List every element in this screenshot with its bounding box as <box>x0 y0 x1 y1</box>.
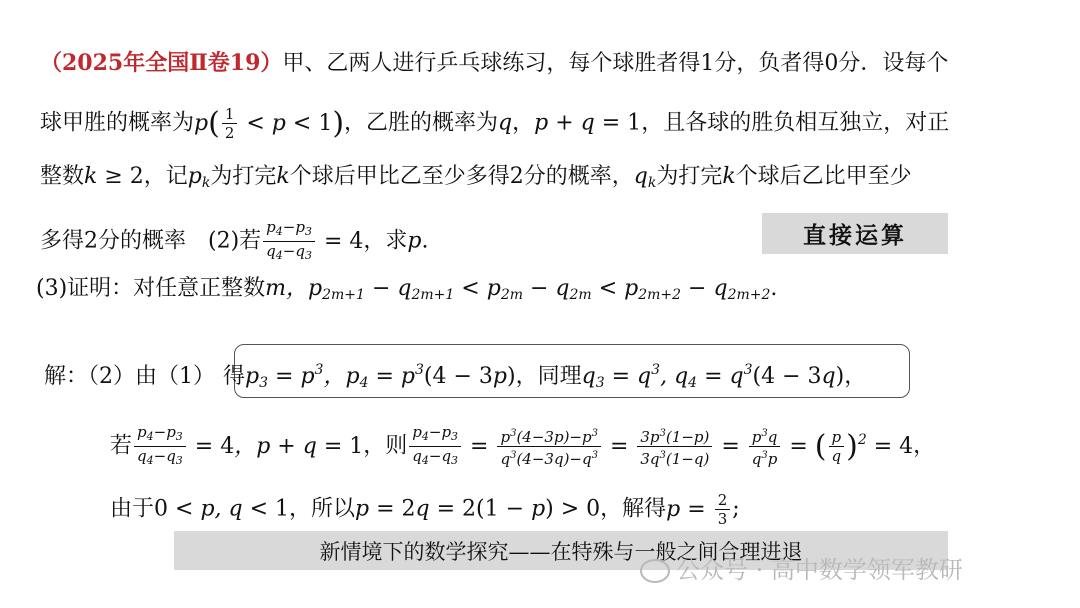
formula-k-2: k <box>722 164 736 189</box>
formula-condition: $\frac{p_4-p_3}{q_4-q_3}$ = 4，p + q = 1 <box>132 434 363 459</box>
frac-den: 2 <box>224 124 235 142</box>
text-q-prob: ，乙胜的概率为 <box>344 110 499 136</box>
formula-answer: p = $\frac{2}{3}$ <box>666 497 732 522</box>
solution-line-1: 解：（2）由（1） 得$p_3 = p^3$，$p_4 = p^3(4 - 3p)$，同理$q_3 = q^3$, $q_4 = q^3(4 - 3q)$， <box>44 362 867 391</box>
formula-p-range: p( $\frac{1}{2}$ < p < 1) <box>194 105 345 142</box>
formula-relation: p = 2q = 2(1 − p) > 0 <box>355 496 601 522</box>
solution-label: 解：（2）由（1） <box>44 364 215 389</box>
problem-source: （2025年全国Ⅱ卷19） <box>40 50 283 76</box>
formula-p: p <box>407 228 422 254</box>
text-if: 若 <box>110 433 133 459</box>
text-a-leads: 个球后甲比乙至少多得2分的概率， <box>289 164 634 189</box>
formula-range: 0 < p, q < 1 <box>154 496 290 522</box>
text-note: ，记 <box>143 164 188 189</box>
solution-line-3: 由于0 < p, q < 1，所以p = 2q = 2(1 − p) > 0，解得p = $\frac{2}{3}$ ; <box>110 491 740 528</box>
answer-num: 2 <box>715 491 731 510</box>
watermark <box>640 550 963 585</box>
text-find: ，求 <box>363 228 408 254</box>
formula-p3-p4: $p_3 = p^3$，$p_4 = p^3(4 - 3p)$ <box>245 362 516 391</box>
formula-qk: $q_k$ <box>633 164 657 191</box>
text-similarly: ，同理 <box>515 364 582 389</box>
section-banner: 新情境下的数学探究——在特殊与一般之间合理进退 <box>174 531 948 570</box>
answer-den: 3 <box>717 510 728 528</box>
problem-line-5: (3)证明：对任意正整数m，$p_{2m+1} - q_{2m+1} < p_{2m} - q_{2m} < p_{2m+2} - q_{2m+2}$. <box>36 276 778 303</box>
problem-line-2: 球甲胜的概率为p( $\frac{1}{2}$ < p < 1)，乙胜的概率为q，p + q = 1，且各球的胜负相互独立，对正 <box>40 105 950 142</box>
text-integer: 整数 <box>40 164 85 189</box>
method-badge: 直接运算 <box>762 213 948 254</box>
problem-intro-text: 甲、乙两人进行乒乓球练习，每个球胜者得1分，负者得0分．设每个 <box>282 51 949 76</box>
problem-line-1 <box>40 48 948 79</box>
text-p-prob: 球甲胜的概率为 <box>40 110 195 136</box>
formula-derivation: $\frac{p_4-p_3}{q_4-q_3}$ = $\frac{p^3(4-3p)-p^3}{q^3(4-3q)-q^3}$ = $\frac{3p^3(1-p)}{3q^3(1-q)}$ = $\frac{p^3q}{q^3p}$ = ( $\frac{p}{q}$ )$^2$ = 4 <box>407 434 913 459</box>
problem-line-3 <box>40 162 912 198</box>
text-part-2: 多得2分的概率 (2)若 <box>40 228 262 254</box>
watermark-text: 公众号 · 高中数学领军教研 <box>676 556 963 584</box>
wechat-icon <box>640 559 670 583</box>
text-after: 为打完 <box>210 164 277 189</box>
frac-num: 1 <box>222 105 238 124</box>
formula-k: k <box>276 164 290 189</box>
formula-p-plus-q: p + q = 1 <box>534 110 642 136</box>
text-b-leads: 个球后乙比甲至少 <box>735 164 912 189</box>
problem-line-4: 多得2分的概率 (2)若 $\frac{p_4-p_3}{q_4-q_3}$ = 4，求p. <box>40 218 429 262</box>
formula-pk: $p_k$ <box>187 164 211 191</box>
text-since: 由于 <box>110 496 155 522</box>
formula-ratio: $\frac{p_4-p_3}{q_4-q_3}$ = 4 <box>261 229 363 254</box>
text-then: ，则 <box>363 433 408 459</box>
formula-inequality: m，$p_{2m+1} - q_{2m+1} < p_{2m} - q_{2m} < p_{2m+2} - q_{2m+2}$ <box>265 276 771 303</box>
text-solve: ，解得 <box>600 496 667 522</box>
formula-q3-q4: $q_3 = q^3$, $q_4 = q^3(4 - 3q)$ <box>581 362 845 391</box>
formula-k-ge-2: k ≥ 2 <box>84 164 144 189</box>
solution-line-2: 若 $\frac{p_4-p_3}{q_4-q_3}$ = 4，p + q = 1，则 $\frac{p_4-p_3}{q_4-q_3}$ = $\frac{p^3(4-3p)-p^3}{q^3(4-3q)-q^3}$ = $\frac{3p^3(1-p)}{3q^3(1-q)}$ = $\frac{p^3q}{q^3p}$ = ( $\frac{p}{q}$ )$^2$ = 4， <box>110 423 936 468</box>
text-independent: ，且各球的胜负相互独立，对正 <box>641 110 950 136</box>
formula-q: q <box>498 110 513 136</box>
text-after-2: 为打完 <box>656 164 723 189</box>
text-so: ，所以 <box>289 496 356 522</box>
text-get: 得 <box>223 364 246 389</box>
text-part-3: (3)证明：对任意正整数 <box>36 276 266 301</box>
